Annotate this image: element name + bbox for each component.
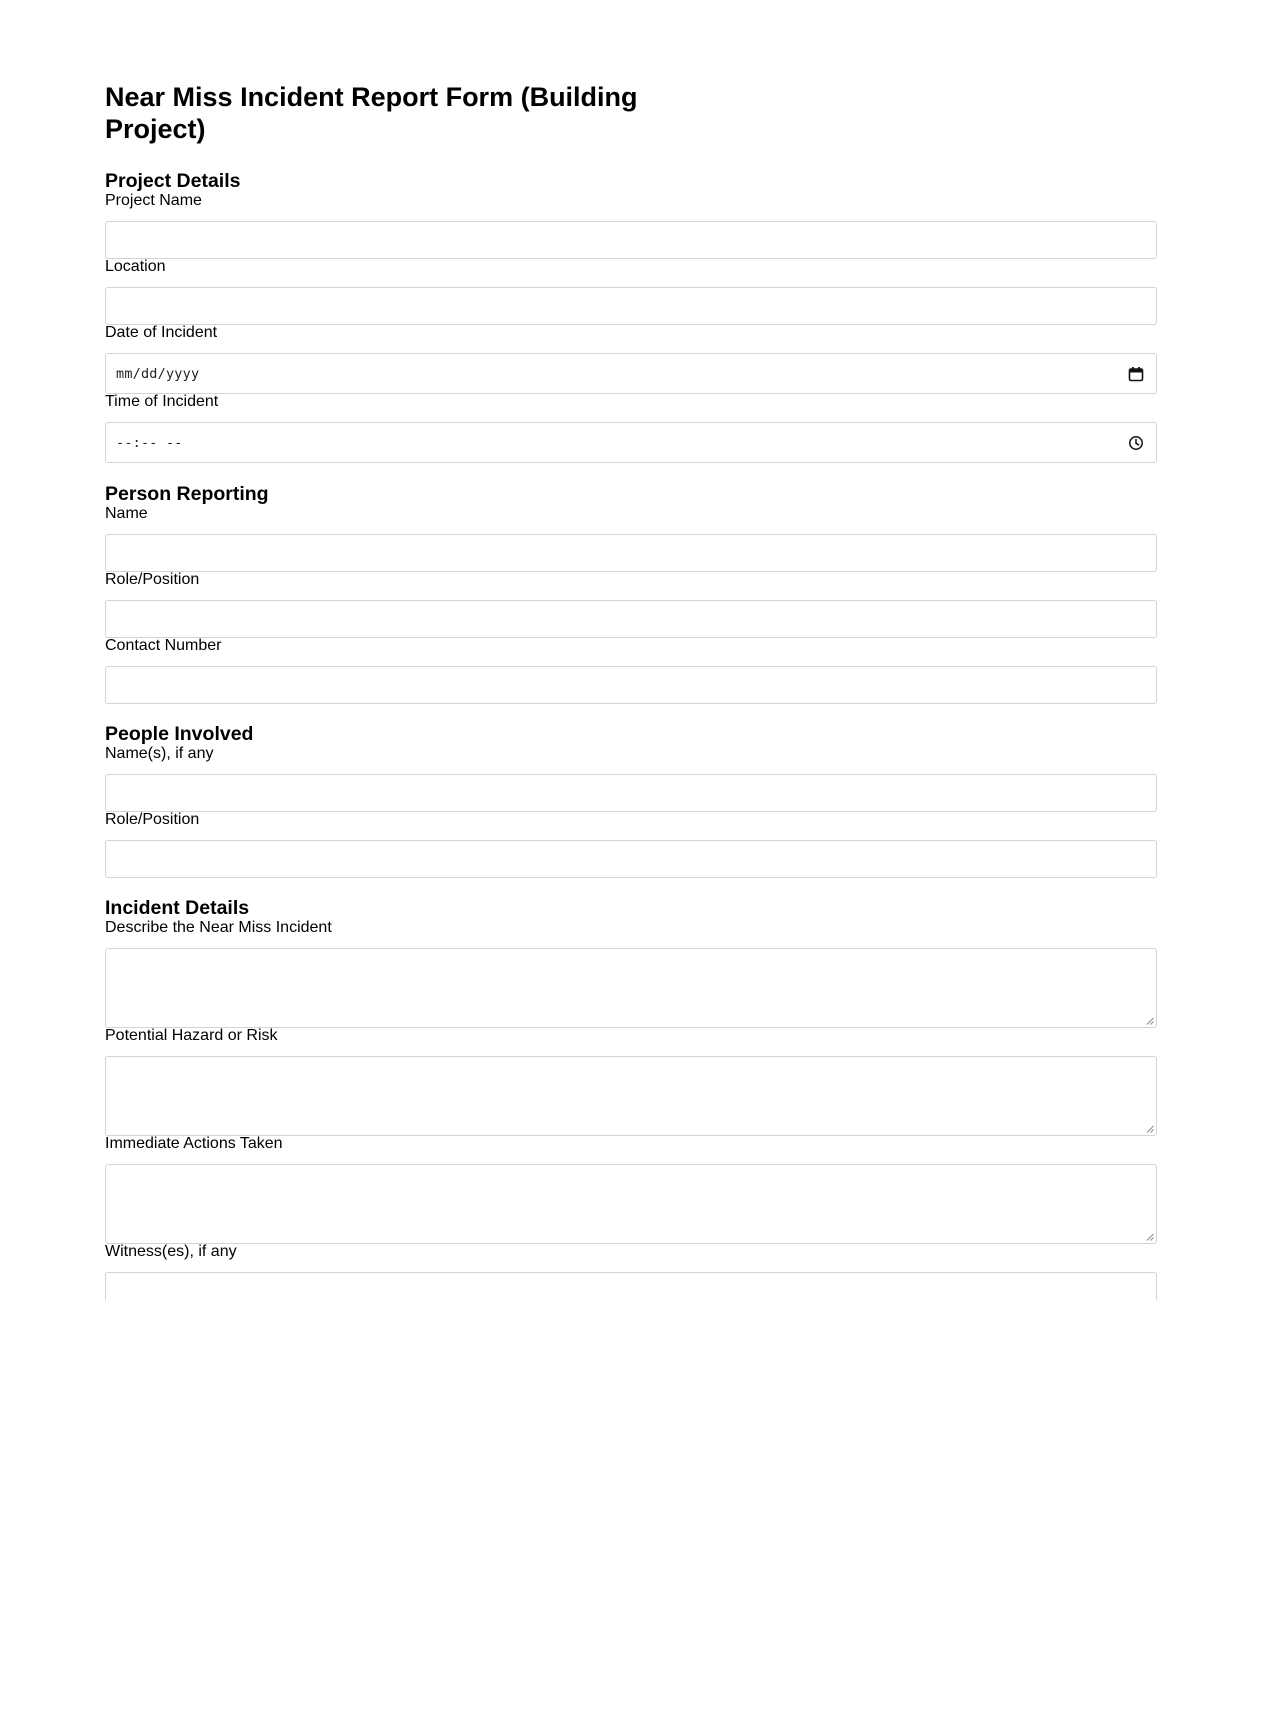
immediate-actions-textarea[interactable] [105,1164,1157,1244]
reporter-role-label: Role/Position [105,571,200,588]
location-input[interactable] [105,287,1157,325]
resize-grip-icon[interactable] [1145,1016,1154,1025]
potential-hazard-textarea[interactable] [105,1056,1157,1136]
involved-role-label: Role/Position [105,811,200,828]
time-of-incident-input[interactable] [105,422,1157,463]
potential-hazard-label: Potential Hazard or Risk [105,1027,278,1044]
resize-grip-icon[interactable] [1145,1232,1154,1241]
date-of-incident-label: Date of Incident [105,324,218,341]
involved-names-label: Name(s), if any [105,745,214,762]
project-name-input[interactable] [105,221,1157,259]
contact-number-label: Contact Number [105,637,222,654]
contact-number-input[interactable] [105,666,1157,704]
incident-description-textarea[interactable] [105,948,1157,1028]
resize-grip-icon[interactable] [1145,1124,1154,1133]
involved-names-input[interactable] [105,774,1157,812]
clock-icon[interactable] [1128,435,1144,451]
witness-label: Witness(es), if any [105,1243,237,1260]
section-heading-person-reporting: Person Reporting [105,483,269,505]
incident-report-form [105,0,1157,1300]
date-of-incident-input[interactable] [105,353,1157,394]
section-heading-incident-details: Incident Details [105,897,250,919]
incident-description-label: Describe the Near Miss Incident [105,919,332,936]
project-name-label: Project Name [105,192,202,209]
involved-role-input[interactable] [105,840,1157,878]
section-heading-project-details: Project Details [105,170,241,192]
page-title: Near Miss Incident Report Form (Building Project) [105,82,638,144]
immediate-actions-label: Immediate Actions Taken [105,1135,283,1152]
date-placeholder: mm/dd/yyyy [116,366,200,382]
witness-textarea[interactable] [105,1272,1157,1300]
location-label: Location [105,258,166,275]
reporter-role-input[interactable] [105,600,1157,638]
time-placeholder: --:-- -- [116,435,183,451]
section-heading-people-involved: People Involved [105,723,254,745]
time-of-incident-label: Time of Incident [105,393,219,410]
reporter-name-label: Name [105,505,148,522]
calendar-icon[interactable] [1128,366,1144,382]
reporter-name-input[interactable] [105,534,1157,572]
